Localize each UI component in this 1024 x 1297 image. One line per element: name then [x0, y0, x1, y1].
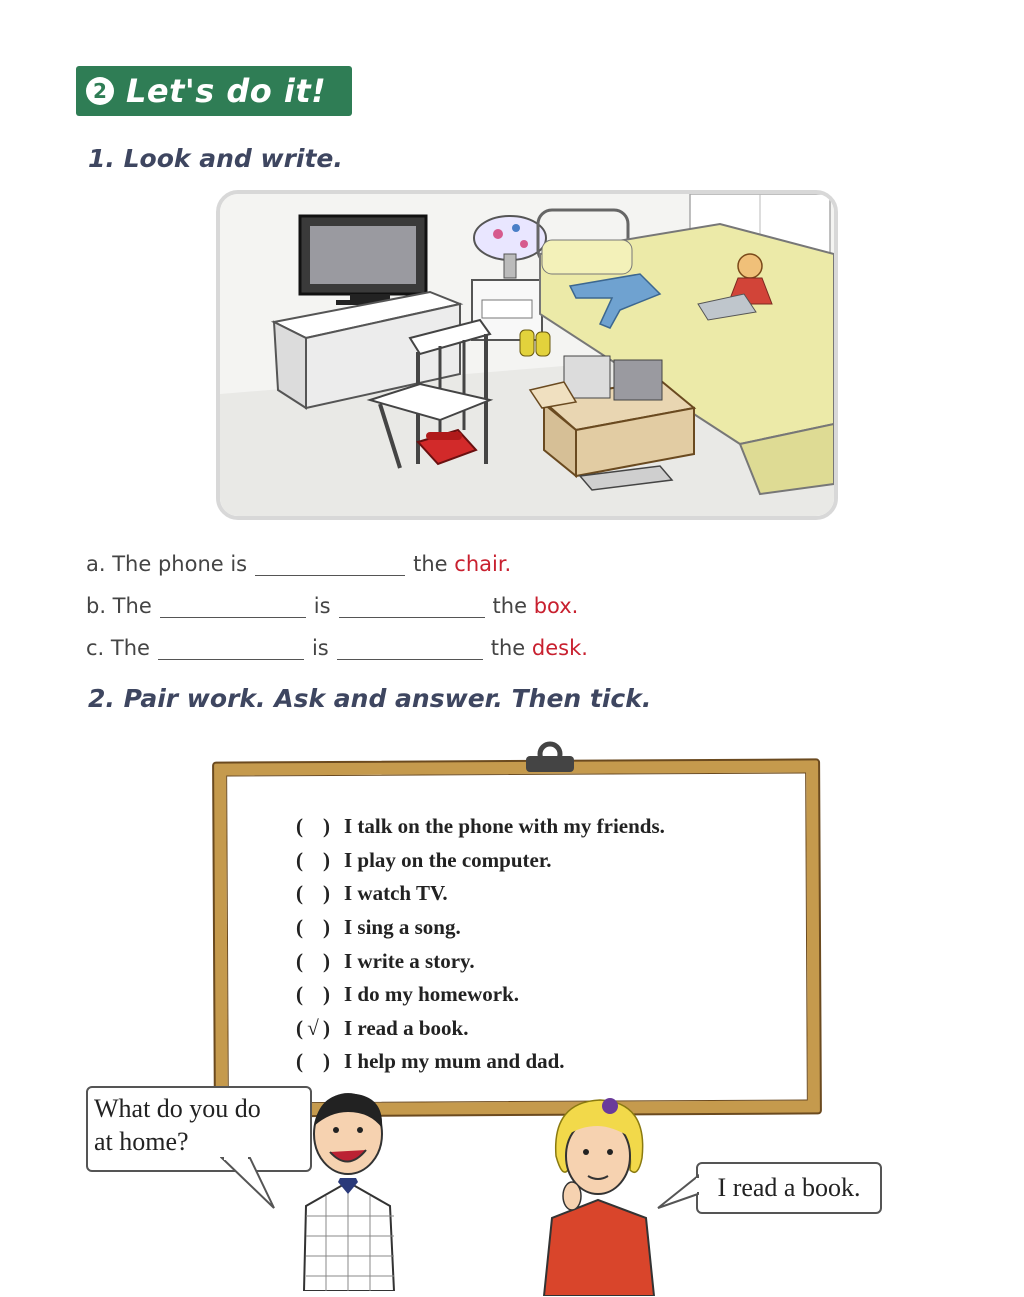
list-item: ( ) I do my homework. [296, 982, 520, 1007]
answer-blank[interactable] [158, 641, 304, 660]
list-item: ( ) I help my mum and dad. [296, 1049, 565, 1074]
tick-box[interactable]: ( ) [296, 847, 330, 872]
boy-speech-bubble: What do you do at home? [86, 1086, 312, 1172]
bubble-tail-right [656, 1172, 700, 1212]
sentence-a: a. The phone is the chair. [86, 552, 512, 576]
list-item: ( ) I watch TV. [296, 881, 448, 906]
lesson-number: 2 [86, 77, 114, 105]
lesson-header-badge [76, 66, 352, 116]
bedroom-scene-illustration [216, 190, 838, 520]
bubble-tail-left [220, 1156, 280, 1216]
tv-drawing [300, 216, 426, 305]
section-1-title: 1. Look and write. [88, 144, 343, 173]
sentence-b: b. The is the box. [86, 594, 579, 618]
answer-blank[interactable] [160, 599, 306, 618]
list-item: ( ) I talk on the phone with my friends. [296, 814, 665, 839]
list-item: ( ) I write a story. [296, 948, 475, 973]
tick-box[interactable]: ( ) [296, 881, 330, 906]
tick-box[interactable]: ( ) [296, 915, 330, 940]
section-2-title: 2. Pair work. Ask and answer. Then tick. [88, 684, 652, 713]
list-item: ( ) I sing a song. [296, 915, 461, 940]
fill-in-sentences [86, 534, 588, 660]
sentence-c: c. The is the desk. [86, 636, 588, 660]
tick-box[interactable]: ( ) [296, 948, 330, 973]
tick-list [296, 810, 665, 1079]
tick-box[interactable]: ( √ ) [296, 1015, 330, 1040]
girl-illustration [538, 1096, 668, 1296]
tick-box[interactable]: ( ) [296, 814, 330, 839]
answer-blank[interactable] [339, 599, 485, 618]
list-item: ( ) I play on the computer. [296, 847, 552, 872]
answer-blank[interactable] [255, 557, 405, 576]
tick-box[interactable]: ( ) [296, 982, 330, 1007]
clip-icon [522, 740, 578, 776]
girl-speech-bubble: I read a book. [696, 1162, 882, 1214]
tick-box[interactable]: ( ) [296, 1049, 330, 1074]
lesson-title: Let's do it! [126, 72, 327, 110]
list-item: ( √ ) I read a book. [296, 1015, 469, 1040]
answer-blank[interactable] [337, 641, 483, 660]
